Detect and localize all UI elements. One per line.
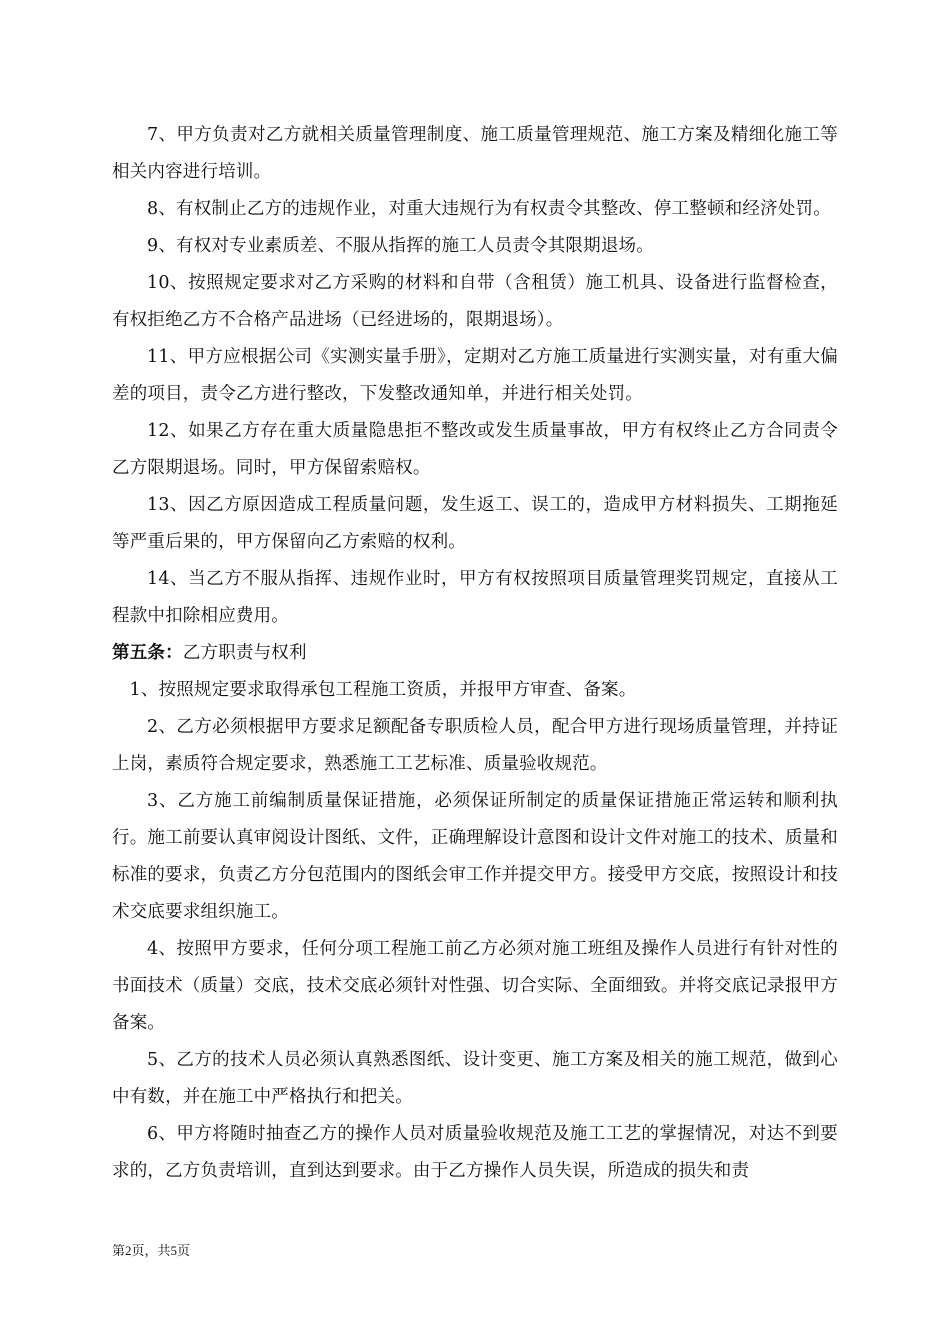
paragraph-b5: 5、乙方的技术人员必须认真熟悉图纸、设计变更、施工方案及相关的施工规范，做到心中有数，并在施工中严格执行和把关。 [112, 1050, 838, 1107]
document-body [112, 117, 838, 1190]
paragraph-b3: 3、乙方施工前编制质量保证措施，必须保证所制定的质量保证措施正常运转和顺利执行。施工前要认真审阅设计图纸、文件，正确理解设计意图和设计文件对施工的技术、质量和标准的要求，负责乙方分包范围内的图纸会审工作并提交甲方。接受甲方交底，按照设计和技术交底要求组织施工。 [112, 791, 838, 922]
section-heading-title: 乙方职责与权利 [182, 643, 307, 663]
paragraph-11: 11、甲方应根据公司《实测实量手册》，定期对乙方施工质量进行实测实量，对有重大偏差的项目，责令乙方进行整改，下发整改通知单，并进行相关处罚。 [112, 347, 838, 404]
paragraph-b4: 4、按照甲方要求，任何分项工程施工前乙方必须对施工班组及操作人员进行有针对性的书面技术（质量）交底，技术交底必须针对性强、切合实际、全面细致。并将交底记录报甲方备案。 [112, 939, 838, 1033]
paragraph-b1: 1、按照规定要求取得承包工程施工资质，并报甲方审查、备案。 [129, 680, 637, 700]
section-heading-label: 第五条： [112, 643, 183, 663]
paragraph-7: 7、甲方负责对乙方就相关质量管理制度、施工质量管理规范、施工方案及精细化施工等相关内容进行培训。 [112, 125, 838, 182]
paragraph-10: 10、按照规定要求对乙方采购的材料和自带（含租赁）施工机具、设备进行监督检查，有权拒绝乙方不合格产品进场（已经进场的，限期退场）。 [112, 273, 838, 330]
paragraph-9: 9、有权对专业素质差、不服从指挥的施工人员责令其限期退场。 [147, 236, 654, 256]
paragraph-14: 14、当乙方不服从指挥、违规作业时，甲方有权按照项目质量管理奖罚规定，直接从工程款中扣除相应费用。 [112, 569, 838, 626]
paragraph-b2: 2、乙方必须根据甲方要求足额配备专职质检人员，配合甲方进行现场质量管理，并持证上岗，素质符合规定要求，熟悉施工工艺标准、质量验收规范。 [112, 717, 838, 774]
page-footer: 第2页，共5页 [112, 1243, 191, 1258]
paragraph-13: 13、因乙方原因造成工程质量问题，发生返工、误工的，造成甲方材料损失、工期拖延等严重后果的，甲方保留向乙方索赔的权利。 [112, 495, 838, 552]
paragraph-8: 8、有权制止乙方的违规作业，对重大违规行为有权责令其整改、停工整顿和经济处罚。 [147, 199, 831, 219]
paragraph-b6: 6、甲方将随时抽查乙方的操作人员对质量验收规范及施工工艺的掌握情况，对达不到要求的，乙方负责培训，直到达到要求。由于乙方操作人员失误，所造成的损失和责 [112, 1124, 838, 1181]
section-heading [112, 635, 838, 672]
paragraph-12: 12、如果乙方存在重大质量隐患拒不整改或发生质量事故，甲方有权终止乙方合同责令乙方限期退场。同时，甲方保留索赔权。 [112, 421, 838, 478]
